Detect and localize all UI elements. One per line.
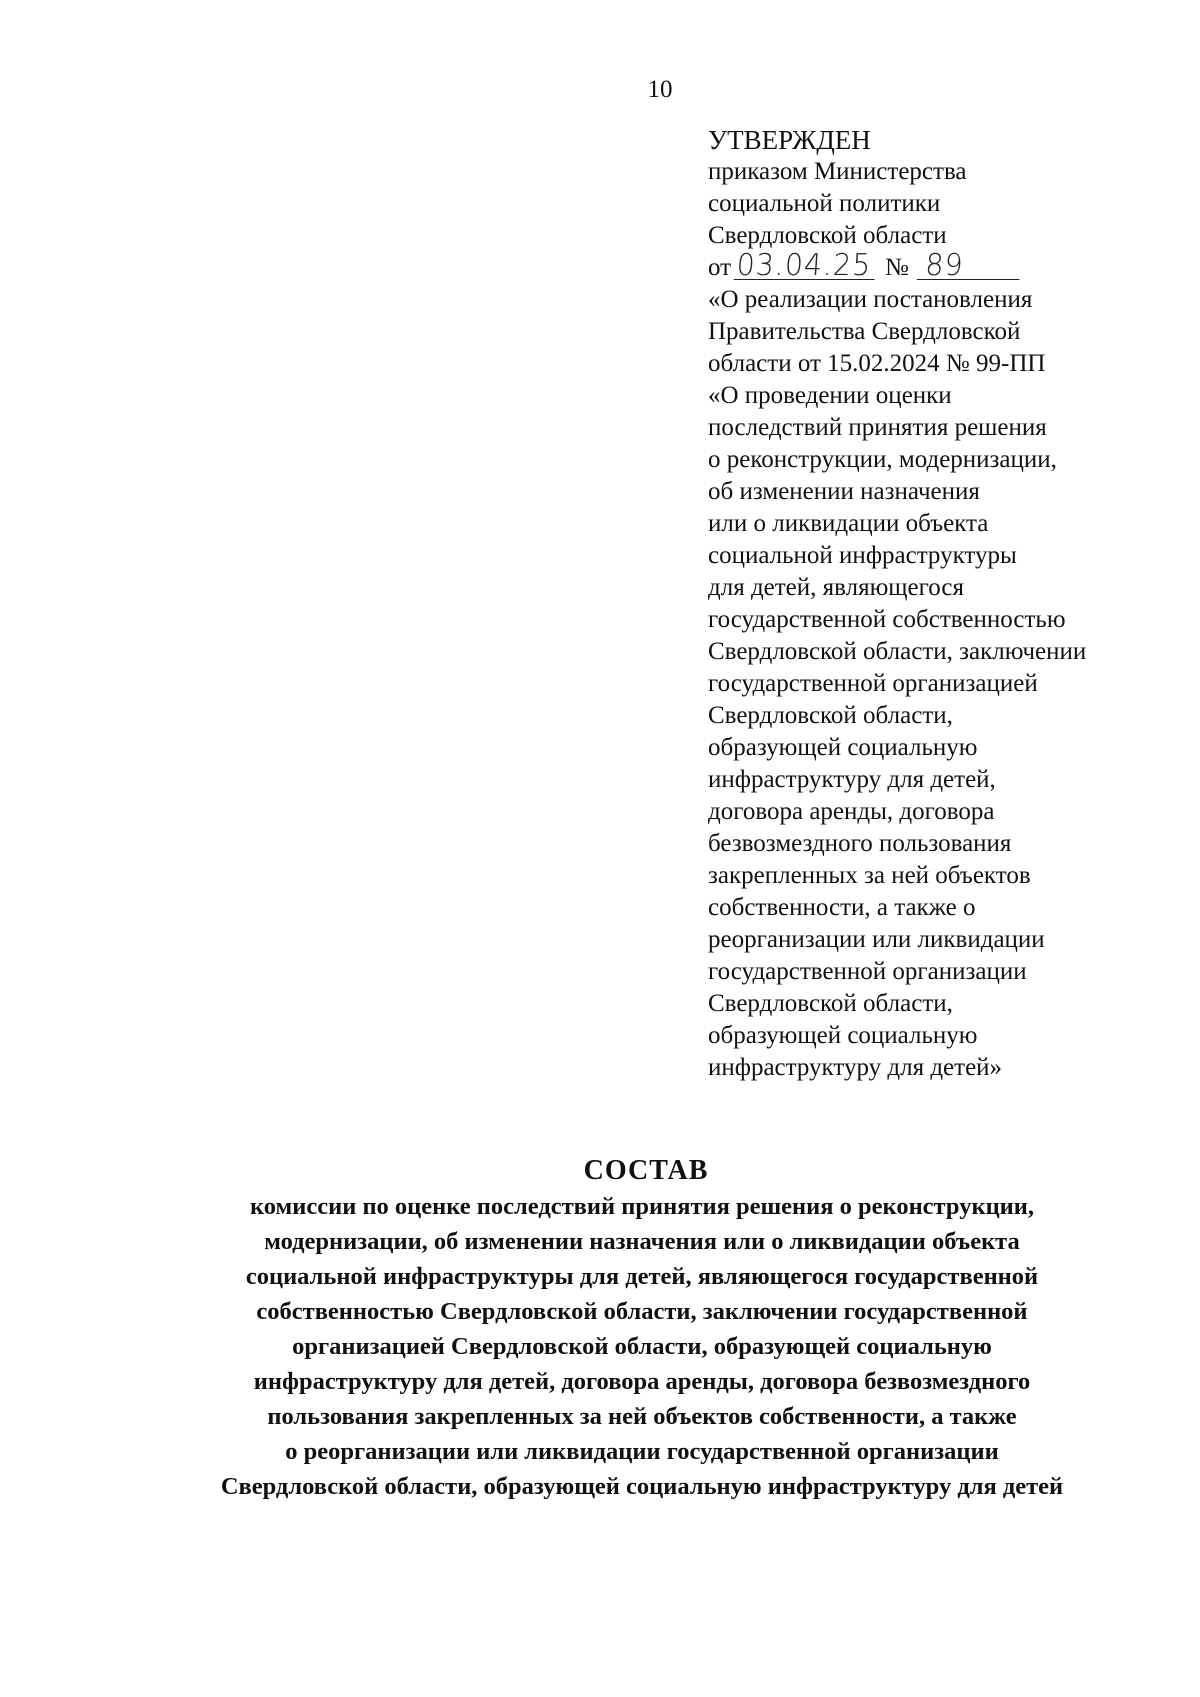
approval-line: «О реализации постановления [708,286,1033,313]
approval-line: реорганизации или ликвидации [708,926,1045,953]
approval-line: социальной политики [708,190,941,217]
composition-line: комиссии по оценке последствий принятия решения о реконструкции, [249,1193,1035,1220]
approval-line: образующей социальную [708,1022,978,1049]
approval-line: области от 15.02.2024 № 99-ПП [708,350,1046,377]
page-number: 10 [647,76,673,103]
approval-line: Свердловской области, заключении [708,638,1087,665]
order-prefix: от [708,254,732,281]
composition-line: инфраструктуру для детей, договора аренды, договора безвозмездного [253,1368,1031,1395]
composition-description [84,1189,1200,1504]
approval-line: закрепленных за ней объектов [708,862,1031,889]
approval-line: государственной организации [708,958,1027,985]
composition-line: социальной инфраструктуры для детей, являющегося государственной [245,1263,1039,1290]
composition-line: Свердловской области, образующей социальную инфраструктуру для детей [220,1473,1064,1500]
order-number-prefix: № [884,254,909,281]
order-reference [708,248,1178,284]
approval-line: о реконструкции, модернизации, [708,446,1057,473]
approval-line: «О проведении оценки [708,382,952,409]
approval-line: собственности, а также о [708,894,976,921]
handwritten-order-number: 89 [917,253,1022,280]
approval-line: Свердловской области, [708,702,953,729]
approval-line: приказом Министерства [708,158,967,185]
approval-line: Свердловской области, [708,990,953,1017]
composition-line: о реорганизации или ликвидации государственной организации [285,1438,999,1465]
approval-reference-text [708,284,1178,1084]
approval-line: образующей социальную [708,734,978,761]
composition-line: пользования закрепленных за ней объектов собственности, а также [267,1403,1017,1430]
approval-line: инфраструктуру для детей» [708,1054,1003,1081]
approval-line: Правительства Свердловской [708,318,1021,345]
approval-line: социальной инфраструктуры [708,542,1017,569]
composition-line: организацией Свердловской области, образующей социальную [292,1333,992,1360]
handwritten-order-date: 03.04.25 [734,253,876,280]
composition-title: СОСТАВ [583,1155,709,1186]
approval-line: безвозмездного пользования [708,830,1012,857]
approval-stamp [708,124,1178,1084]
approval-title: УТВЕРЖДЕН [708,125,871,155]
composition-line: собственностью Свердловской области, заключении государственной [256,1298,1028,1325]
approval-line: государственной собственностью [708,606,1066,633]
composition-section [0,1155,1200,1504]
composition-line: модернизации, об изменении назначения или о ликвидации объекта [264,1228,1020,1255]
approval-line: Свердловской области [708,222,947,249]
approval-line: государственной организацией [708,670,1038,697]
approval-line: для детей, являющегося [708,574,964,601]
approval-line: или о ликвидации объекта [708,510,989,537]
approval-line: договора аренды, договора [708,798,995,825]
approval-line: последствий принятия решения [708,414,1047,441]
approval-line: инфраструктуру для детей, [708,766,996,793]
approval-line: об изменении назначения [708,478,980,505]
